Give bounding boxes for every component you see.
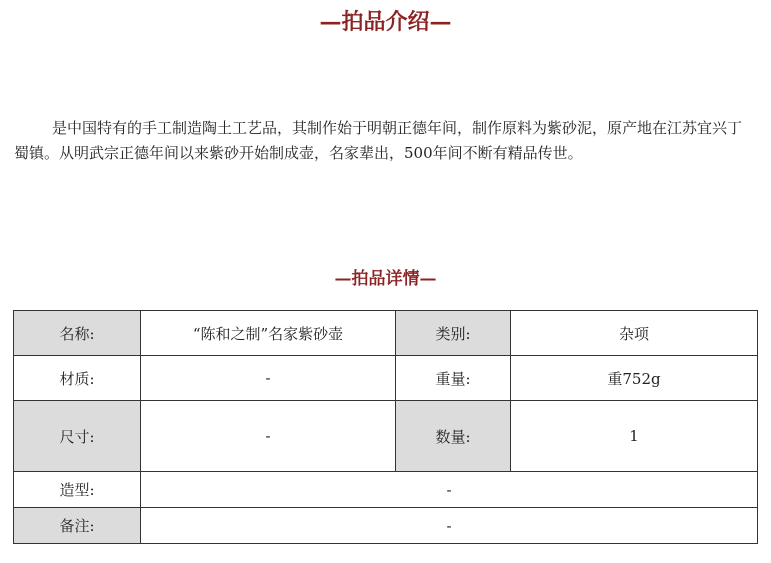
table-row-size [14, 401, 758, 472]
shape-value: - [141, 472, 758, 508]
remarks-label: 备注: [14, 508, 141, 544]
category-label: 类别: [396, 311, 511, 356]
weight-label: 重量: [396, 356, 511, 401]
intro-paragraph: 是中国特有的手工制造陶土工艺品，其制作始于明朝正德年间，制作原料为紫砂泥，原产地在江苏宜兴丁蜀镇。从明武宗正德年间以来紫砂开始制成壶，名家辈出，500年间不断有精品传世。 [14, 119, 743, 162]
material-label: 材质: [14, 356, 141, 401]
table-row-shape [14, 472, 758, 508]
shape-label: 造型: [14, 472, 141, 508]
table-row-remarks [14, 508, 758, 544]
name-value: “陈和之制”名家紫砂壶 [141, 311, 396, 356]
quantity-label: 数量: [396, 401, 511, 472]
quantity-value: 1 [511, 401, 758, 472]
size-value: - [141, 401, 396, 472]
table-row-name [14, 311, 758, 356]
details-section-title: —拍品详情— [334, 269, 437, 289]
material-value: - [141, 356, 396, 401]
name-label: 名称: [14, 311, 141, 356]
remarks-value: - [141, 508, 758, 544]
page-title: —拍品介绍— [319, 9, 452, 35]
table-row-material [14, 356, 758, 401]
weight-value: 重752g [511, 356, 758, 401]
lot-details-table [13, 310, 758, 544]
size-label: 尺寸: [14, 401, 141, 472]
category-value: 杂项 [511, 311, 758, 356]
